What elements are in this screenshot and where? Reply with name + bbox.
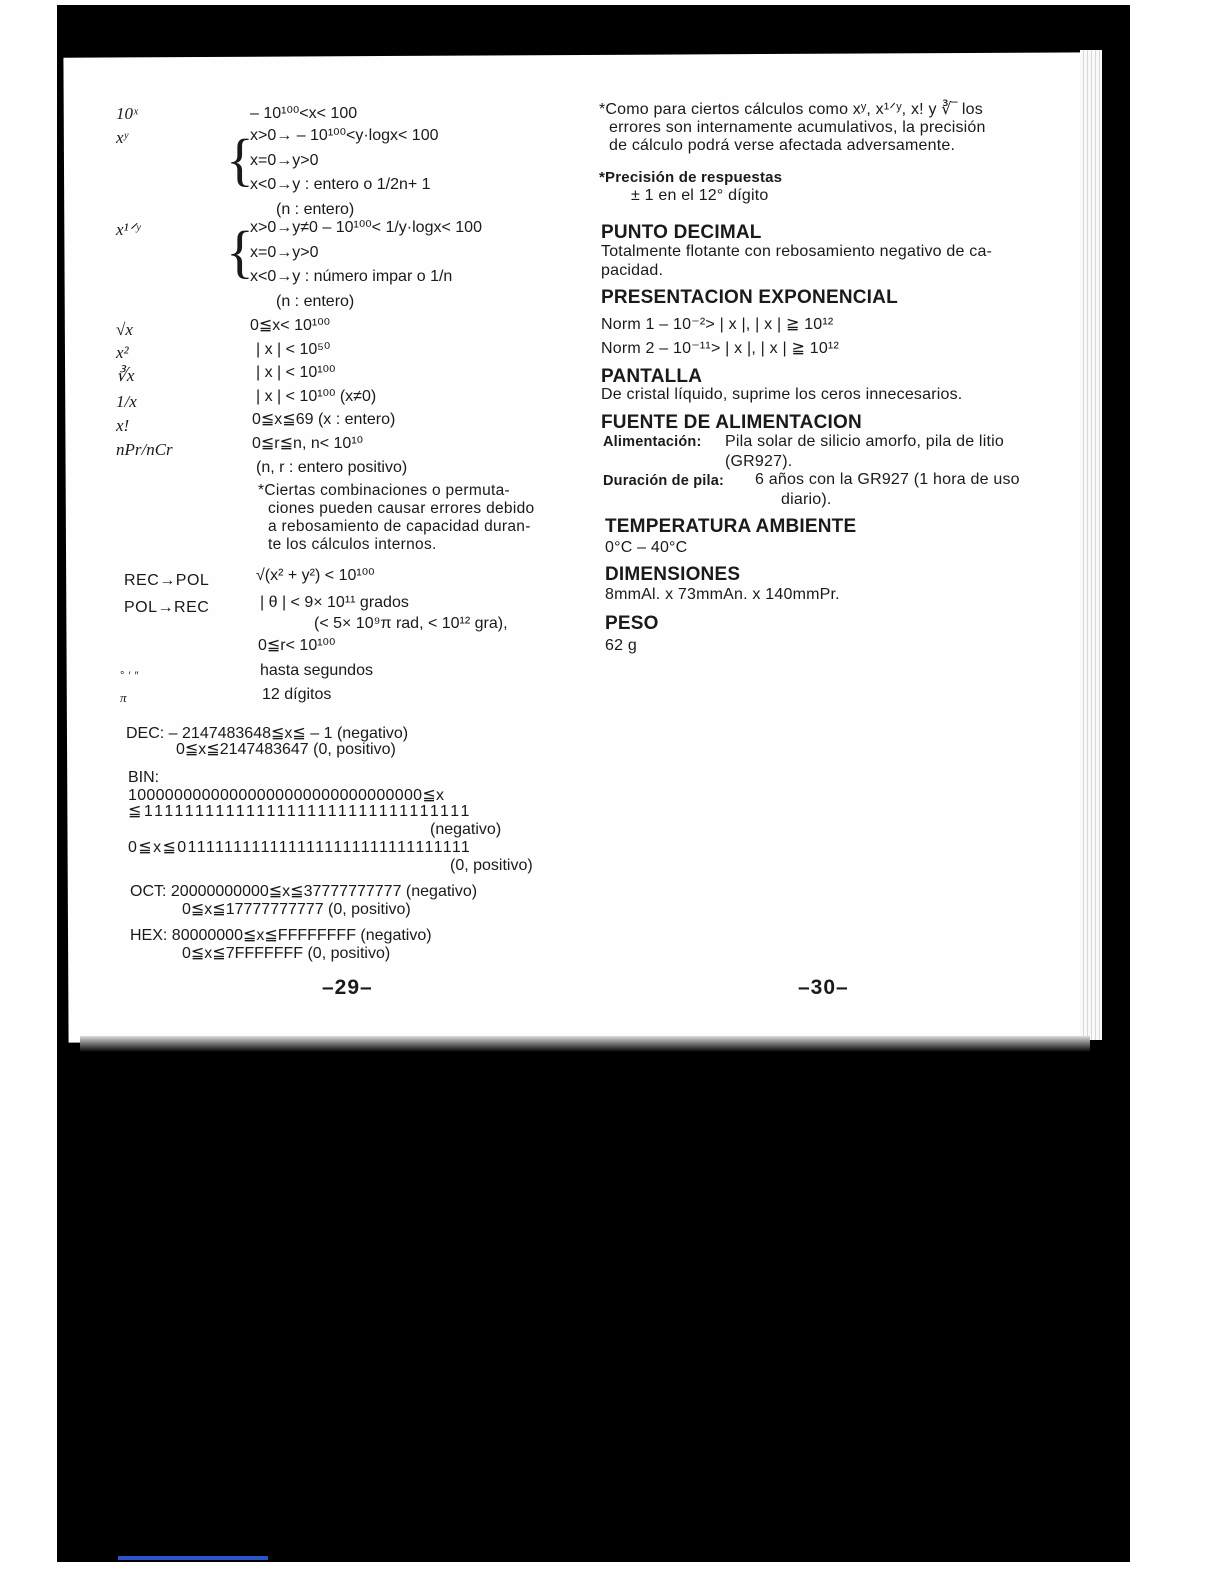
range-pi: 12 dígitos [262,686,332,703]
label-xy: xʸ [116,128,128,147]
bin-line-5: (0, positivo) [450,857,533,874]
label-deg: ° ′ ″ [120,670,139,682]
heading-fuente: FUENTE DE ALIMENTACION [601,412,862,433]
range-recpol: √(x² + y²) < 10¹⁰⁰ [256,567,375,584]
range-inv: | x | < 10¹⁰⁰ (x≠0) [256,388,377,405]
range-npr-2: (n, r : entero positivo) [256,459,408,476]
norm-1: Norm 1 – 10⁻²> | x |, | x | ≧ 10¹² [601,316,834,333]
note-line-2: ciones pueden causar errores debido [268,500,535,517]
hex-line-1: HEX: 80000000≦x≦FFFFFFFF (negativo) [130,927,432,944]
range-polrec-1: | θ | < 9× 10¹¹ grados [260,594,409,611]
bin-line-1: 10000000000000000000000000000000≦x [128,787,445,804]
label-npr: nPr/nCr [116,440,173,459]
range-xroot-3: x<0→y : número impar o 1/n [250,268,453,285]
punto-decimal-line-2: pacidad. [601,262,664,279]
note-line-4: te los cálculos internos. [268,536,437,553]
precision-text: ± 1 en el 12° dígito [631,187,769,204]
label-cbrt: ∛x [116,366,135,385]
dur-text: 6 años con la GR927 (1 hora de uso [755,471,1020,488]
page-number-right: –30– [798,976,849,999]
bin-line-3: (negativo) [430,821,502,838]
dec-line-2: 0≦x≦2147483647 (0, positivo) [176,741,396,758]
heading-punto-decimal: PUNTO DECIMAL [601,222,762,243]
range-xroot-4: (n : entero) [276,293,355,310]
range-xy-3: x<0→y : entero o 1/2n+ 1 [250,176,431,193]
page-number-left: –29– [322,976,373,999]
label-pi: π [120,690,127,705]
norm-2: Norm 2 – 10⁻¹¹> | x |, | x | ≧ 10¹² [601,340,839,357]
heading-pantalla: PANTALLA [601,366,703,387]
pantalla-line: De cristal líquido, suprime los ceros innecesarios. [601,386,963,403]
alim-text-2: (GR927). [725,453,793,470]
intro-line-2: errores son internamente acumulativos, la precisión [609,119,986,136]
heading-presentacion: PRESENTACION EXPONENCIAL [601,287,898,308]
range-xroot-1: x>0→y≠0 – 10¹⁰⁰< 1/y·logx< 100 [250,219,482,236]
range-xy-1: x>0→ – 10¹⁰⁰<y·logx< 100 [250,127,439,144]
label-sqrt: √x [116,320,133,339]
range-xroot-2: x=0→y>0 [250,244,319,261]
dur-label: Duración de pila: [603,473,725,489]
label-fact: x! [116,416,130,435]
range-10x: – 10¹⁰⁰<x< 100 [250,105,358,122]
label-polrec: POL→REC [124,599,210,616]
heading-temperatura: TEMPERATURA AMBIENTE [605,516,857,537]
range-x2: | x | < 10⁵⁰ [256,341,331,358]
hex-line-2: 0≦x≦7FFFFFFF (0, positivo) [182,945,391,962]
label-x2: x² [116,343,129,362]
bin-line-2: ≦11111111111111111111111111111111 [128,803,472,820]
dimensiones-line: 8mmAl. x 73mmAn. x 140mmPr. [605,586,840,603]
range-polrec-3: 0≦r< 10¹⁰⁰ [258,637,336,654]
peso-line: 62 g [605,637,637,654]
note-line-3: a rebosamiento de capacidad duran- [268,518,531,535]
precision-title: *Precisión de respuestas [599,169,783,186]
page-bottom-shadow [80,1036,1090,1052]
brace-icon: { [226,127,254,192]
intro-line-1: *Como para ciertos cálculos como xʸ, x¹ᐟʸ, x! y ∛‾ los [599,101,983,118]
dur-text-2: diario). [781,491,832,508]
bin-line-4: 0≦x≦01111111111111111111111111111111 [128,839,472,856]
oct-line-2: 0≦x≦17777777777 (0, positivo) [182,901,411,918]
range-polrec-2: (< 5× 10⁹π rad, < 10¹² gra), [314,615,508,632]
range-cbrt: | x | < 10¹⁰⁰ [256,364,336,381]
alim-text: Pila solar de silicio amorfo, pila de litio [725,433,1004,450]
alim-label: Alimentación: [603,434,702,450]
oct-line-1: OCT: 20000000000≦x≦37777777777 (negativo) [130,883,478,900]
scan-artifact [118,1556,268,1560]
heading-dimensiones: DIMENSIONES [605,564,741,585]
brace-icon: { [226,219,254,284]
range-deg: hasta segundos [260,662,373,679]
label-10x: 10ˣ [116,104,138,123]
dec-line-1: DEC: – 2147483648≦x≦ – 1 (negativo) [126,725,409,742]
label-xroot: x¹ᐟʸ [116,220,141,239]
label-inv: 1/x [116,392,137,411]
range-xy-2: x=0→y>0 [250,152,319,169]
punto-decimal-line-1: Totalmente flotante con rebosamiento negativo de ca- [601,243,993,260]
right-page [597,100,1067,700]
bin-label: BIN: [128,769,160,786]
range-xy-4: (n : entero) [276,201,355,218]
intro-line-3: de cálculo podrá verse afectada adversamente. [609,137,956,154]
range-sqrt: 0≦x< 10¹⁰⁰ [250,317,331,334]
range-fact: 0≦x≦69 (x : entero) [252,411,396,428]
label-recpol: REC→POL [124,572,210,589]
temperatura-line: 0°C – 40°C [605,539,688,556]
left-page [110,100,580,1000]
range-npr-1: 0≦r≦n, n< 10¹⁰ [252,435,364,452]
page-edges [1080,50,1102,1040]
note-line-1: *Ciertas combinaciones o permuta- [258,482,510,499]
heading-peso: PESO [605,613,659,634]
